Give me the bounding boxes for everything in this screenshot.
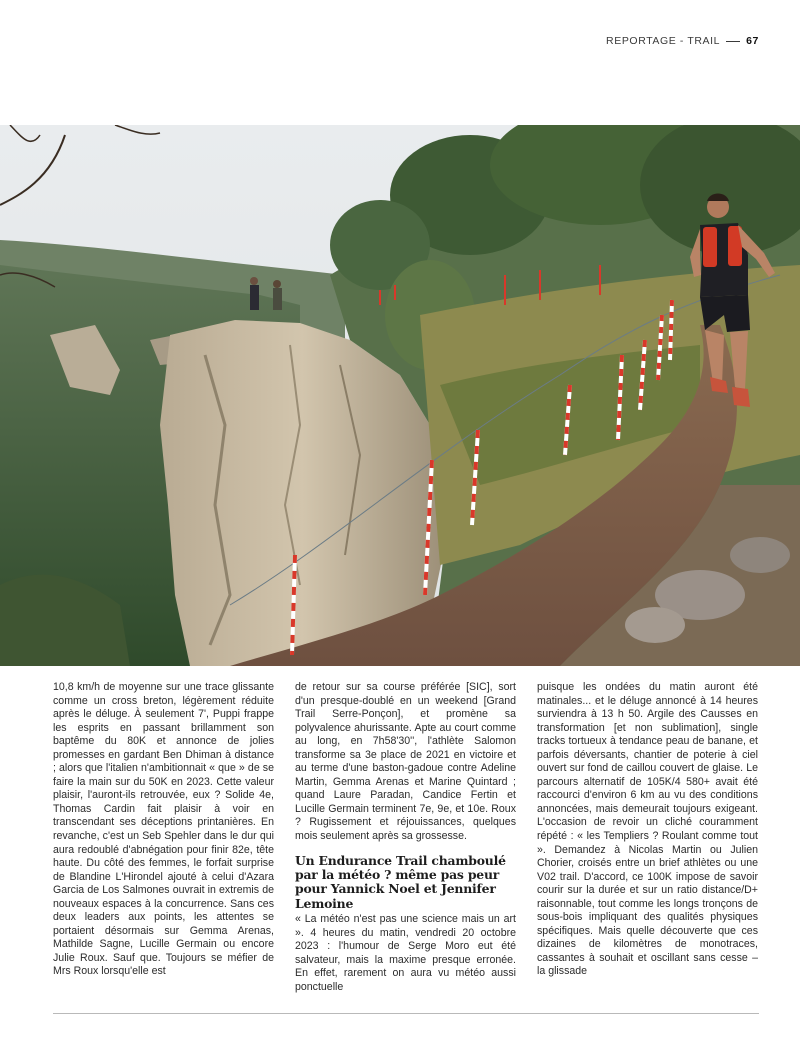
trail-runner-photo <box>0 125 800 666</box>
article-subheading: Un Endurance Trail chamboulé par la météo ? même pas peur pour Yannick Noel et Jennifer Lemoine <box>295 852 506 911</box>
section-label: REPORTAGE - TRAIL <box>606 35 721 47</box>
page-number: 67 <box>746 35 759 47</box>
column-1-text: 10,8 km/h de moyenne sur une trace glissante comme un cross breton, légèrement réduite après le déluge. À seulement 7', Puppi frappe les esprits en passant brillamment son baptême du 80K et annonce de jolies promesses en gardant Ben Dhiman à distance ; alors que l'italien n'ambitionnait « que » de se faire la main sur du 50K en 2023. Cette valeur plaisir, l'auront-ils retrouvée, eux ? Solide 4e, Thomas Cardin fait plaisir à voir en transcendant ses déceptions printanières. En revanche, c'est un Seb Spehler dans le dur qui aura redoublé d'abnégation pour finir 82e, tête haute. Du côté des femmes, le forfait surprise de Blandine L'Hirondel ajouté à celui d'Azara Garcia de Los Salmones ouvrait in extremis de nouveaux espaces à la concurrence. Sans ces deux leaders aux points, les attentes se portaient désormais sur Gemma Arenas, Mathilde Sagne, Lucille Germain ou encore Julie Roux. Sauf que. Toujours se méfier de Mrs Roux lorsqu'elle est <box>53 681 274 978</box>
article-column-2 <box>295 681 516 994</box>
column-2-paragraph-2: « La météo n'est pas une science mais un art ». 4 heures du matin, vendredi 20 octobre 2023 : l'humour de Serge Moro eut été salvateur, mais la maxime presque erronée. En effet, rarement on aura vu météo aussi ponctuelle <box>295 913 516 993</box>
article-column-3 <box>537 681 758 979</box>
header-dash <box>726 41 740 42</box>
column-3-text: puisque les ondées du matin auront été matinales... et le déluge annoncé à 14 heures surviendra à 13 h 50. Argile des Causses en transformation [et non sublimation], single tracks tortueux à tendance peau de banane, et parfois déversants, chantier de poterie à ciel ouvert sur fond de caillou couvert de glaise. Le parcours alternatif de 105K/4 580+ avait été raccourci d'environ 6 km au vu des conditions annoncées, mais demeurait toujours exigeant. L'occasion de revoir un cliché couramment répété : « les Templiers ? Roulant comme tout ». Demandez à Nicolas Martin ou Julien Chorier, croisés entre un brief athlètes ou une V02 trail. D'accord, ce 100K impose de savoir courir sur la durée et sur un ratio distance/D+ raisonnable, tout comme les longs tronçons de sous-bois impliquant des qualités physiques spécifiques. Mais quelle découverte que ces dizaines de kilomètres de monotraces, cassantes à souhait et oscillant sans cesse – la glissade <box>537 681 758 978</box>
article-column-1 <box>53 681 274 979</box>
footer-divider <box>53 1013 759 1014</box>
column-2-paragraph-1: de retour sur sa course préférée [SIC], sort d'un presque-doublé en un weekend [Grand Trail Serre-Ponçon], et promène sa polyvalence ahurissante. Apte au court comme au long, en 7h58'30'', l'athlète Salomon transforme sa 3e place de 2021 en victoire et au terme d'une baston-gadoue contre Adeline Martin, Gemma Arenas et Marine Quintard ; quand Laure Paradan, Candice Fertin et Lucille Germain terminent 7e, 9e, et 10e. Roux ? Rugissement et réjouissances, quelques mois seulement après sa grossesse. <box>295 681 516 843</box>
running-header <box>606 35 759 47</box>
